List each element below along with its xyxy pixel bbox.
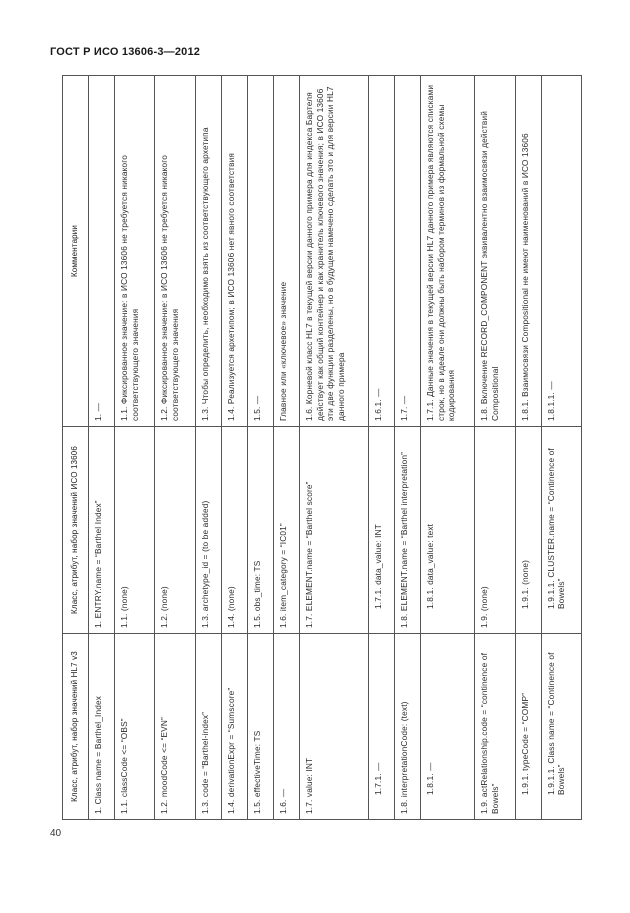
table-cell-comment: 1. — bbox=[89, 76, 115, 427]
table-cell-hl7: 1.6. — bbox=[274, 634, 300, 820]
table-row bbox=[195, 76, 221, 820]
header-comment: Комментарии bbox=[63, 76, 89, 427]
table-cell-iso: 1.9.1. (none) bbox=[515, 427, 541, 634]
table-cell-hl7: 1.8. interpretationCode: (text) bbox=[394, 634, 420, 820]
table-cell-hl7: 1.1. classCode <= “OBS” bbox=[115, 634, 155, 820]
table-cell-iso: 1.7. ELEMENT.name = “Barthel score” bbox=[300, 427, 369, 634]
table-cell-hl7: 1. Class name = Barthel_Index bbox=[89, 634, 115, 820]
table-cell-hl7: 1.9.1. typeCode = “COMP” bbox=[515, 634, 541, 820]
table-body bbox=[89, 76, 582, 820]
table-cell-comment: 1.1. Фиксированное значение: в ИСО 13606 не требуется никакого соответствующего значения bbox=[115, 76, 155, 427]
table-cell-iso: 1.8.1. data_value: text bbox=[420, 427, 474, 634]
table-row bbox=[115, 76, 155, 820]
table-cell-comment: 1.5. — bbox=[247, 76, 273, 427]
table-cell-iso: 1.2. (none) bbox=[155, 427, 195, 634]
mapping-table bbox=[62, 75, 582, 820]
table-cell-iso: 1.5. obs_time: TS bbox=[247, 427, 273, 634]
table-row bbox=[274, 76, 300, 820]
page-number: 40 bbox=[50, 828, 62, 839]
table-cell-hl7: 1.3. code = “Barthel-index” bbox=[195, 634, 221, 820]
table-cell-hl7: 1.9. actRelationship.code = “continence of Bowels” bbox=[475, 634, 515, 820]
table-cell-comment: 1.7.1. Данные значения в текущей версии HL7 данного примера являются списками строк, но в идеале они должны быть набором терминов из формальной схемы кодирования bbox=[420, 76, 474, 427]
table-header-row bbox=[63, 76, 89, 820]
table-cell-hl7: 1.9.1.1. Class name = “Continence of Bowels” bbox=[541, 634, 581, 820]
table-cell-comment: 1.2. Фиксированное значение: в ИСО 13606 не требуется никакого соответствующего значения bbox=[155, 76, 195, 427]
table-row bbox=[475, 76, 515, 820]
table-cell-iso: 1.6. item_category = “IC01” bbox=[274, 427, 300, 634]
table-row bbox=[247, 76, 273, 820]
table-cell-iso: 1.3. archetype_id = (to be added) bbox=[195, 427, 221, 634]
table-cell-comment: 1.8. Включение RECORD_COMPONENT эквивалентно взаимосвязи действий Compositional bbox=[475, 76, 515, 427]
document-header: ГОСТ Р ИСО 13606-3—2012 bbox=[50, 46, 201, 58]
table-cell-iso: 1.9.1.1. CLUSTER.name = “Continence of Bowels” bbox=[541, 427, 581, 634]
table-cell-hl7: 1.4. derivationExpr = “Sumscore” bbox=[221, 634, 247, 820]
table-cell-hl7: 1.7. value: INT bbox=[300, 634, 369, 820]
table-row bbox=[221, 76, 247, 820]
table-cell-iso: 1. ENTRY.name = “Barthel Index” bbox=[89, 427, 115, 634]
table-row bbox=[515, 76, 541, 820]
table-cell-iso: 1.4. (none) bbox=[221, 427, 247, 634]
table-row bbox=[420, 76, 474, 820]
table-cell-comment: 1.6.1. — bbox=[368, 76, 394, 427]
header-iso: Класс, атрибут, набор значений ИСО 13606 bbox=[63, 427, 89, 634]
table-cell-iso: 1.9. (none) bbox=[475, 427, 515, 634]
table-cell-comment: 1.7. — bbox=[394, 76, 420, 427]
table-row bbox=[155, 76, 195, 820]
table-cell-comment: Главное или «ключевое» значение bbox=[274, 76, 300, 427]
table-cell-comment: 1.8.1.1. — bbox=[541, 76, 581, 427]
table-cell-comment: 1.8.1. Взаимосвязи Compositional не имеют наименований в ИСО 13606 bbox=[515, 76, 541, 427]
table-row bbox=[394, 76, 420, 820]
rotated-table-container bbox=[62, 76, 582, 820]
table-cell-comment: 1.4. Реализуется архетипом; в ИСО 13606 нет явного соответствия bbox=[221, 76, 247, 427]
table-cell-comment: 1.6. Корневой класс HL7 в текущей версии данного примера для индекса Бартеля действует как общий контейнер и как хранитель ключевого значения; в ИСО 13606 эти две функции разделены, но в будущем намечено сделать это и для версии HL7 данного примера bbox=[300, 76, 369, 427]
table-row bbox=[368, 76, 394, 820]
table-row bbox=[541, 76, 581, 820]
table-cell-hl7: 1.2. moodCode <= “EVN” bbox=[155, 634, 195, 820]
table-cell-iso: 1.8. ELEMENT.name = “Barthel interpretation” bbox=[394, 427, 420, 634]
table-cell-hl7: 1.8.1. — bbox=[420, 634, 474, 820]
table-row bbox=[89, 76, 115, 820]
table-cell-iso: 1.7.1. data_value: INT bbox=[368, 427, 394, 634]
table-cell-hl7: 1.5. effectiveTime: TS bbox=[247, 634, 273, 820]
table-cell-comment: 1.3. Чтобы определить, необходимо взять из соответствующего архетипа bbox=[195, 76, 221, 427]
table-cell-hl7: 1.7.1. — bbox=[368, 634, 394, 820]
table-row bbox=[300, 76, 369, 820]
table-cell-iso: 1.1. (none) bbox=[115, 427, 155, 634]
header-hl7: Класс, атрибут, набор значений HL7 v3 bbox=[63, 634, 89, 820]
